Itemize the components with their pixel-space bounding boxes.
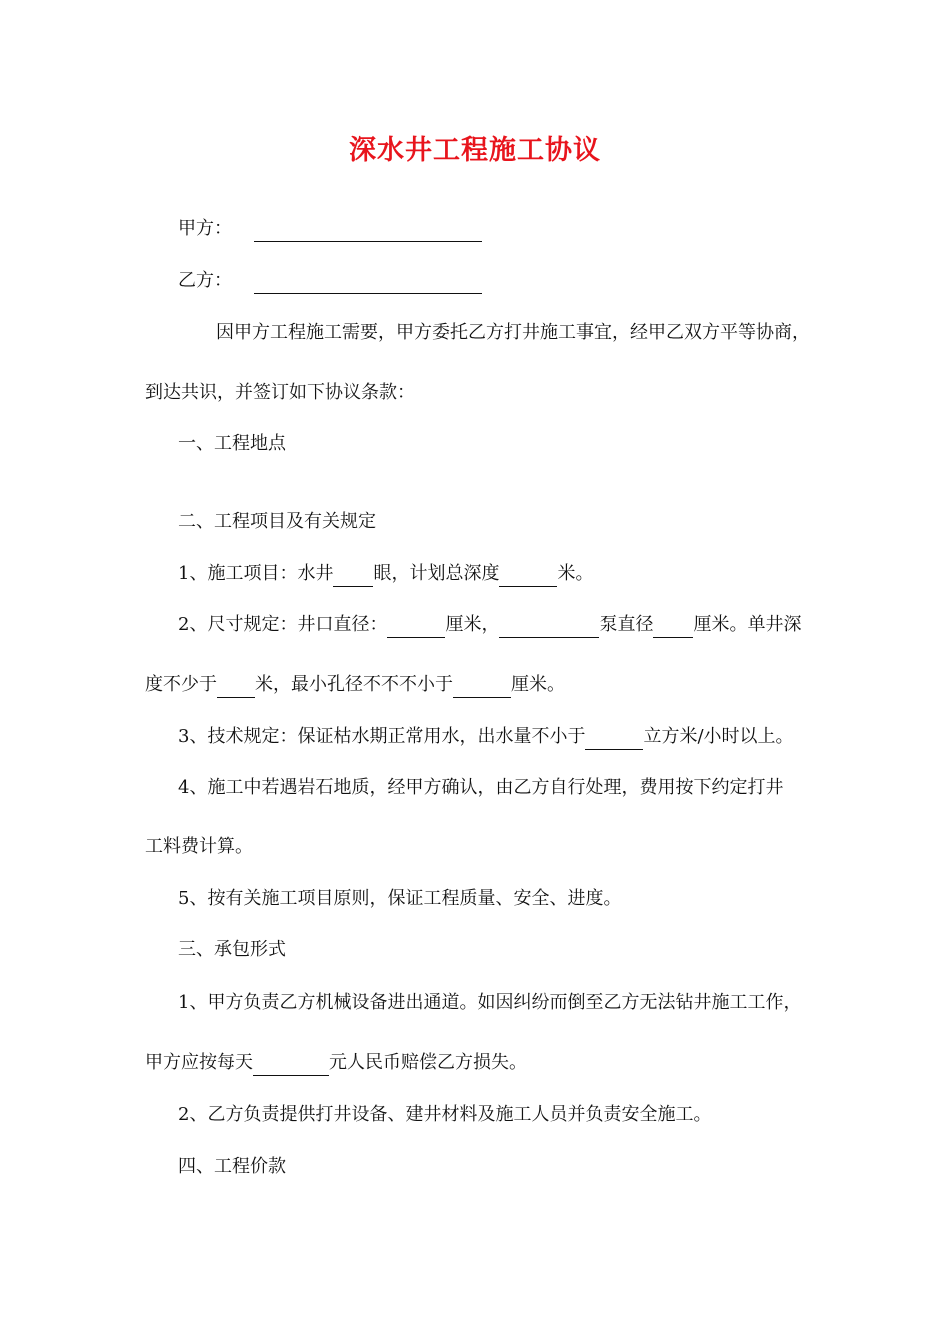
min-bore-blank: [453, 679, 511, 698]
min-depth-blank: [217, 679, 255, 698]
section-1-heading: 一、工程地点: [178, 433, 286, 454]
item-2-2-text-e: 度不少于: [145, 674, 217, 695]
party-b-blank: [254, 275, 482, 294]
item-2-2-text-c: 泵直径: [599, 614, 654, 635]
party-b-label: 乙方：: [178, 270, 232, 291]
item-2-4-line-2: 工料费计算。: [145, 836, 253, 857]
item-2-1-text-c: 米。: [557, 563, 594, 584]
item-2-1-text-a: 1、施工项目：水井: [178, 563, 334, 584]
item-2-2-line-2: [145, 672, 565, 698]
daily-compensation-blank: [253, 1057, 329, 1076]
item-2-2-text-a: 2、尺寸规定：井口直径：: [178, 614, 388, 635]
intro-line-1: 因甲方工程施工需要，甲方委托乙方打井施工事宜，经甲乙双方平等协商，: [216, 322, 810, 343]
water-output-blank: [585, 731, 643, 750]
item-2-2-text-d: 厘米。单井深: [693, 614, 802, 635]
pump-type-blank: [499, 619, 599, 638]
intro-line-2: 到达共识，并签订如下协议条款：: [145, 382, 415, 403]
party-b-row: [178, 268, 482, 294]
well-count-blank: [333, 568, 373, 587]
item-3-1-text-c: 元人民币赔偿乙方损失。: [329, 1052, 527, 1073]
item-2-3: [178, 724, 794, 750]
section-3-heading: 三、承包形式: [178, 939, 286, 960]
item-2-2-text-b: 厘米，: [445, 614, 500, 635]
item-3-1-text-b: 甲方应按每天: [145, 1052, 253, 1073]
section-4-heading: 四、工程价款: [178, 1156, 286, 1177]
item-2-2-text-g: 厘米。: [511, 674, 565, 695]
pump-diameter-blank: [653, 619, 693, 638]
item-3-1-line-1: 1、甲方负责乙方机械设备进出通道。如因纠纷而倒至乙方无法钻井施工工作，: [178, 992, 802, 1013]
total-depth-blank: [499, 568, 557, 587]
party-a-label: 甲方：: [178, 218, 232, 239]
item-2-2-text-f: 米，最小孔径不不不小于: [255, 674, 453, 695]
party-a-blank: [254, 223, 482, 242]
document-title: 深水井工程施工协议: [349, 135, 601, 166]
item-2-4-line-1: 4、施工中若遇岩石地质，经甲方确认，由乙方自行处理，费用按下约定打井: [178, 777, 784, 798]
item-2-5: 5、按有关施工项目原则，保证工程质量、安全、进度。: [178, 888, 622, 909]
item-2-1-text-b: 眼，计划总深度: [373, 563, 500, 584]
item-2-2-line-1: [178, 612, 801, 638]
item-3-1-line-2: [145, 1050, 527, 1076]
wellhead-diameter-blank: [387, 619, 445, 638]
item-3-2: 2、乙方负责提供打井设备、建井材料及施工人员并负责安全施工。: [178, 1104, 712, 1125]
item-2-3-text-a: 3、技术规定：保证枯水期正常用水，出水量不小于: [178, 726, 586, 747]
item-2-1: [178, 561, 593, 587]
item-2-3-text-b: 立方米/小时以上。: [643, 726, 794, 747]
party-a-row: [178, 216, 482, 242]
section-2-heading: 二、工程项目及有关规定: [178, 511, 376, 532]
